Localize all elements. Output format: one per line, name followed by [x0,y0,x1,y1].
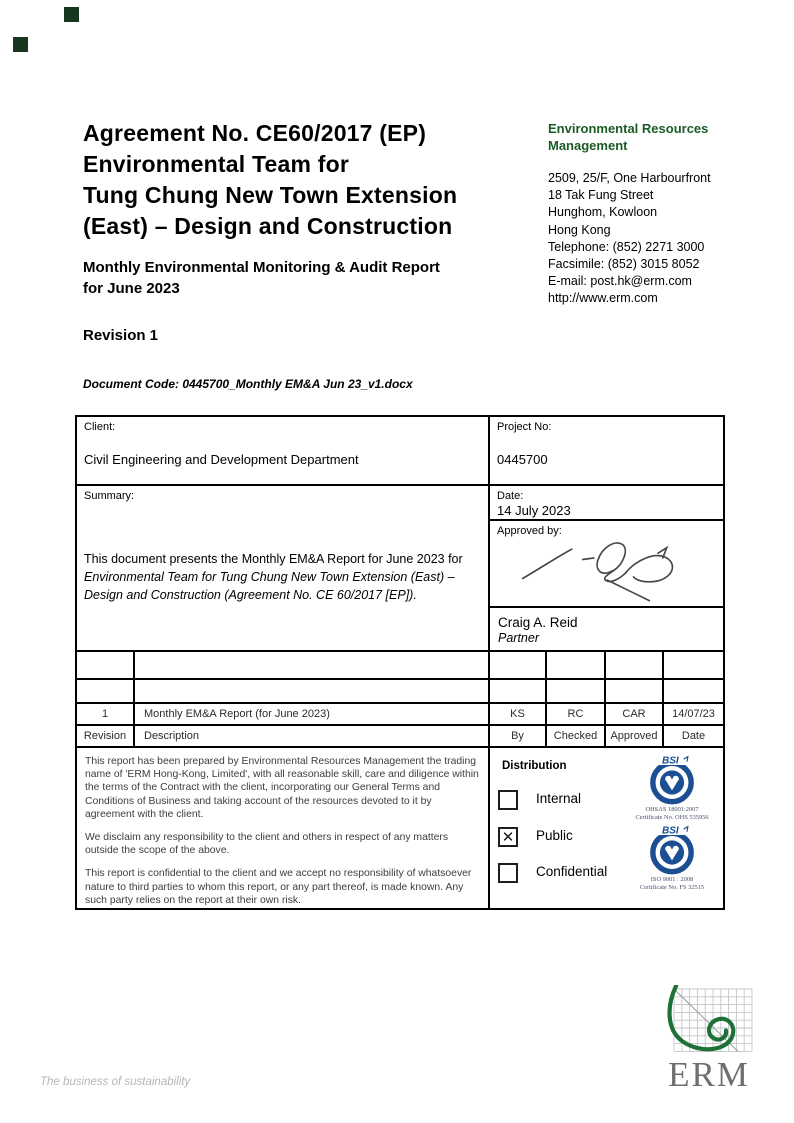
certificate-standard: OHSAS 18001:2007 [645,806,699,813]
client-label: Client: [84,421,116,433]
address-line: 2509, 25/F, One Harbourfront [548,171,711,185]
summary-intro: This document presents the Monthly EM&A Report for June 2023 for [84,552,463,566]
approver-title: Partner [498,631,539,645]
by-cell [490,680,547,704]
confidential-label: Confidential [536,864,608,879]
distribution-option-confidential [498,863,638,883]
disclaimer-cell [77,748,490,908]
description-cell: Monthly EM&A Report (for June 2023) [135,704,490,726]
email-line: E-mail: post.hk@erm.com [548,274,692,289]
date-value: 14 July 2023 [497,503,571,518]
public-label: Public [536,828,573,843]
title-block [83,118,513,391]
distribution-cell [490,748,723,908]
checked-cell [547,680,606,704]
title-line: Tung Chung New Town Extension [83,182,458,208]
checked-cell [547,652,606,680]
summary-label: Summary: [84,490,135,502]
date-cell [664,680,723,704]
footer-tagline: The business of sustainability [40,1076,191,1088]
checked-header: Checked [547,726,606,748]
registration-mark [13,37,28,52]
phone-line: Telephone: (852) 2271 3000 [548,239,705,254]
signature [494,531,716,607]
internal-checkbox[interactable] [498,790,518,810]
project-no-cell [490,417,723,486]
by-cell [490,652,547,680]
website-line: http://www.erm.com [548,291,658,306]
bsi-logo-icon [647,824,697,876]
disclaimer-paragraph: We disclaim any responsibility to the client and others in respect of any matters outside the scope of the above. [85,832,449,857]
disclaimer-paragraph: This report has been prepared by Environmental Resources Management the trading name of 'ERM Hong-Kong, Limited', with all reasonable skill, care and diligence within the terms of the Contract with the client, incorporating our General Terms and Conditions of Business and taking account of the resources devoted to it by agreement with the client. [85,756,479,820]
revision-cell: 1 [77,704,135,726]
confidential-checkbox[interactable] [498,863,518,883]
distribution-option-public [498,827,638,847]
date-label: Date: [497,490,524,502]
checked-cell: RC [547,704,606,726]
approved-by-label: Approved by: [497,525,562,537]
by-cell: KS [490,704,547,726]
svg-text:BSI: BSI [661,755,679,767]
date-cell [664,652,723,680]
company-name-line: Environmental Resources [548,121,709,136]
erm-logo [650,985,768,1093]
certificate-number: Certificate No. FS 32515 [639,884,705,891]
certificate-standard: ISO 9001 : 2008 [650,876,694,883]
erm-logo-text: ERM [668,1055,750,1094]
svg-text:BSI: BSI [661,825,679,837]
title-line: Environmental Team for [83,151,349,177]
revision-cell [77,680,135,704]
description-cell [135,680,490,704]
description-cell [135,652,490,680]
company-name-line: Management [548,138,628,153]
company-address [548,170,768,308]
revision-label: Revision 1 [83,327,159,344]
distribution-option-internal [498,790,638,810]
signature-strokes [494,531,716,607]
bsi-logo-icon [647,754,697,806]
revision-cell [77,652,135,680]
title-line: Agreement No. CE60/2017 (EP) [83,120,427,146]
approved-cell [606,652,664,680]
address-line: 18 Tak Fung Street [548,188,654,203]
by-header: By [490,726,547,748]
company-name [548,120,768,154]
description-header: Description [135,726,490,748]
approver-name: Craig A. Reid [498,615,578,630]
distribution-label: Distribution [502,760,567,772]
fax-line: Facsimile: (852) 3015 8052 [548,257,700,272]
document-code: Document Code: 0445700_Monthly EM&A Jun 23_v1.docx [83,377,413,391]
subtitle-line: for June 2023 [83,280,180,297]
title-line: (East) – Design and Construction [83,213,453,239]
report-subtitle [83,257,513,299]
approved-header: Approved [606,726,664,748]
client-cell [77,417,490,486]
company-contact-block [548,120,768,308]
report-title [83,118,513,242]
date-cell: 14/07/23 [664,704,723,726]
disclaimer-paragraph: This report is confidential to the client and we accept no responsibility of whatsoever nature to third parties to whom this report, or any part thereof, is made known. Any such party relies on the report at their own risk. [85,868,472,906]
date-cell [490,486,723,521]
address-line: Hong Kong [548,222,611,237]
internal-label: Internal [536,791,582,806]
revision-header: Revision [77,726,135,748]
public-checkbox[interactable]: ✕ [498,827,518,847]
approver-cell [490,608,723,652]
approved-by-cell [490,521,723,608]
summary-cell [77,486,490,652]
bsi-ohsas-badge [620,754,723,822]
erm-spiral-icon [660,985,758,1055]
certificate-number: Certificate No. OHS 535956 [635,814,709,821]
summary-text [77,550,488,604]
approved-cell [606,680,664,704]
document-info-table [75,415,725,910]
bsi-iso-badge [620,824,723,892]
project-no-value: 0445700 [497,452,548,467]
registration-mark [64,7,79,22]
client-value: Civil Engineering and Development Department [84,452,359,467]
summary-project-name: Environmental Team for Tung Chung New Town Extension (East) – Design and Construction (Agreement No. CE 60/2017 [EP]). [84,570,455,602]
address-line: Hunghom, Kowloon [548,205,658,220]
project-no-label: Project No: [497,421,552,433]
subtitle-line: Monthly Environmental Monitoring & Audit Report [83,259,440,276]
date-header: Date [664,726,723,748]
approved-cell: CAR [606,704,664,726]
